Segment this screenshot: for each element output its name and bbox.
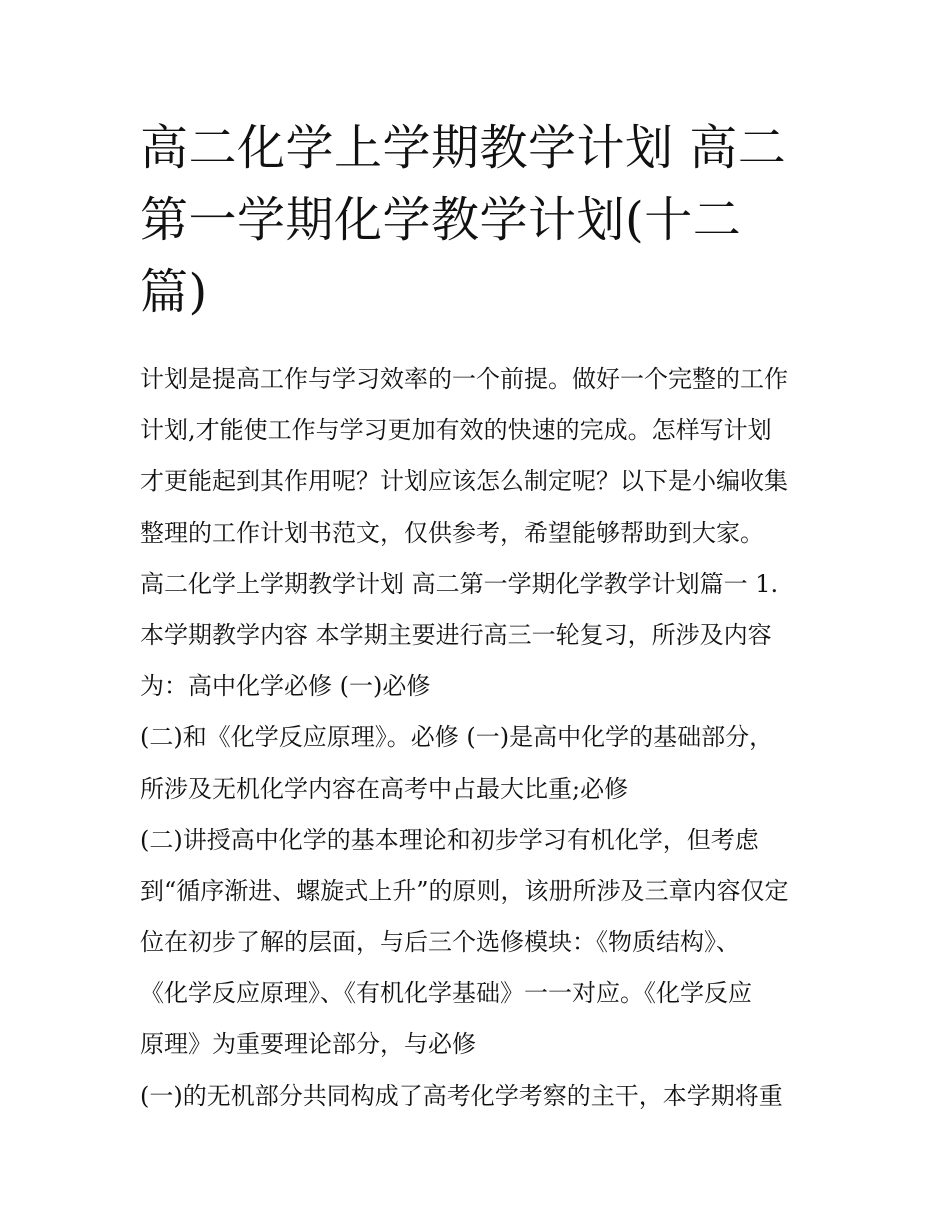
body-line: 高二化学上学期教学计划 高二第一学期化学教学计划篇一 1.: [140, 569, 779, 598]
body-line: 整理的工作计划书范文，仅供参考，希望能够帮助到大家。: [140, 518, 764, 547]
body-line: 所涉及无机化学内容在高考中占最大比重;必修: [140, 774, 629, 803]
document-title: [140, 112, 820, 328]
title-line: 高二化学上学期教学计划 高二: [140, 120, 787, 176]
title-line: 篇): [140, 264, 208, 320]
body-line: 为：高中化学必修 (一)必修: [140, 672, 431, 701]
body-line: 计划是提高工作与学习效率的一个前提。做好一个完整的工作: [140, 365, 788, 393]
body-line: 计划,才能使工作与学习更加有效的快速的完成。怎样写计划: [140, 416, 772, 445]
body-line: (二)和《化学反应原理》。必修 (一)是高中化学的基础部分，: [140, 723, 774, 752]
body-line: 位在初步了解的层面，与后三个选修模块：《物质结构》、: [140, 928, 740, 957]
body-line: (二)讲授高中化学的基本理论和初步学习有机化学，但考虑: [140, 825, 759, 854]
title-line: 第一学期化学教学计划(十二: [140, 192, 742, 248]
body-line: 才更能起到其作用呢？计划应该怎么制定呢？以下是小编收集: [140, 467, 788, 496]
body-line: 本学期教学内容 本学期主要进行高三一轮复习，所涉及内容: [140, 620, 772, 649]
body-line: 《化学反应原理》、《有机化学基础》一一对应。《化学反应: [140, 979, 752, 1008]
body-line: (一)的无机部分共同构成了高考化学考察的主干，本学期将重: [140, 1081, 783, 1110]
body-line: 到“循序渐进、螺旋式上升”的原则，该册所涉及三章内容仅定: [140, 876, 789, 905]
body-line: 原理》为重要理论部分，与必修: [140, 1030, 476, 1059]
document-body: [140, 354, 830, 1122]
